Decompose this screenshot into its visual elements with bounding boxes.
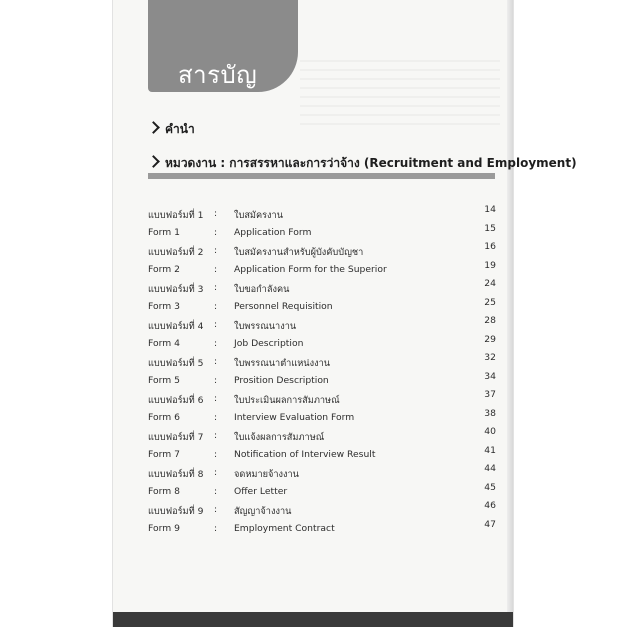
page-edge [507,0,513,627]
toc-row [148,481,496,505]
book-bottom-edge [113,612,513,627]
section-intro-label: คำนำ [165,122,195,136]
toc-form-label: แบบฟอร์มที่ 1 [148,210,204,221]
toc-colon: : [214,485,218,497]
section-intro [148,120,195,139]
toc-colon: : [214,319,218,330]
toc-title: ใบแจ้งผลการสัมภาษณ์ [234,432,325,443]
toc-colon: : [214,263,218,275]
section-chapter [148,154,577,173]
toc-row [148,315,496,338]
toc-form-label: แบบฟอร์มที่ 7 [148,432,204,443]
toc-page-number: 34 [484,370,496,382]
toc-title: Interview Evaluation Form [234,411,355,423]
toc-row [148,296,496,320]
toc-page-number: 24 [484,278,496,289]
toc-title: Application Form [234,226,312,238]
toc-form-label: Form 9 [148,522,180,534]
toc-row [148,370,496,394]
toc-colon: : [214,393,218,404]
chevron-right-icon [147,155,160,168]
toc-colon: : [214,337,218,349]
toc-colon: : [214,282,218,293]
toc-row [148,389,496,412]
chevron-right-icon [147,121,160,134]
section-chapter-label: หมวดงาน : การสรรหาและการว่าจ้าง (Recruitment and Employment) [165,156,577,170]
toc-page-number: 32 [484,352,496,363]
toc-row [148,500,496,523]
toc-form-label: Form 7 [148,448,180,460]
toc-page-number: 16 [484,241,496,252]
toc-page-number: 14 [484,204,496,215]
toc-title: ใบพรรณนาตำแหน่งงาน [234,358,331,369]
toc-page-number: 44 [484,463,496,474]
page-title: สารบัญ [178,61,258,89]
toc-colon: : [214,522,218,534]
toc-page-number: 28 [484,315,496,326]
toc-title: Job Description [234,337,304,349]
toc-row [148,222,496,246]
toc-title: Offer Letter [234,485,288,497]
toc-form-label: Form 6 [148,411,180,423]
section-divider [148,173,495,179]
toc-form-label: แบบฟอร์มที่ 8 [148,469,204,480]
toc-form-label: Form 8 [148,485,180,497]
toc-page-number: 46 [484,500,496,511]
toc-row [148,259,496,283]
toc-list [148,204,496,541]
toc-row [148,278,496,301]
toc-page-number: 19 [484,259,496,271]
toc-title: ใบพรรณนางาน [234,321,297,332]
toc-colon: : [214,356,218,367]
toc-form-label: Form 3 [148,300,180,312]
toc-row [148,352,496,375]
toc-colon: : [214,245,218,256]
toc-colon: : [214,226,218,238]
toc-page-number: 37 [484,389,496,400]
toc-page-number: 38 [484,407,496,419]
toc-form-label: แบบฟอร์มที่ 3 [148,284,204,295]
toc-form-label: Form 5 [148,374,180,386]
toc-row [148,518,496,542]
toc-colon: : [214,430,218,441]
toc-title: จดหมายจ้างงาน [234,469,299,480]
toc-title: Prosition Description [234,374,329,386]
toc-page-number: 45 [484,481,496,493]
toc-title: Personnel Requisition [234,300,333,312]
toc-colon: : [214,448,218,460]
toc-colon: : [214,374,218,386]
toc-row [148,426,496,449]
toc-form-label: แบบฟอร์มที่ 4 [148,321,204,332]
toc-title: Notification of Interview Result [234,448,376,460]
toc-page-number: 47 [484,518,496,530]
toc-form-label: แบบฟอร์มที่ 9 [148,506,204,517]
toc-page-number: 15 [484,222,496,234]
toc-title: Employment Contract [234,522,335,534]
toc-page-number: 40 [484,426,496,437]
toc-form-label: แบบฟอร์มที่ 5 [148,358,204,369]
toc-row [148,463,496,486]
show-through-text [300,60,500,130]
toc-page-number: 41 [484,444,496,456]
toc-row [148,204,496,227]
toc-title: ใบประเมินผลการสัมภาษณ์ [234,395,340,406]
toc-colon: : [214,300,218,312]
toc-form-label: Form 4 [148,337,180,349]
toc-title: ใบสมัครงานสำหรับผู้บังคับบัญชา [234,247,364,258]
toc-colon: : [214,208,218,219]
toc-page-number: 25 [484,296,496,308]
toc-row [148,407,496,431]
toc-form-label: แบบฟอร์มที่ 2 [148,247,204,258]
toc-title: Application Form for the Superior [234,263,387,275]
toc-form-label: แบบฟอร์มที่ 6 [148,395,204,406]
toc-title: ใบขอกำลังคน [234,284,290,295]
toc-form-label: Form 1 [148,226,180,238]
toc-colon: : [214,504,218,515]
toc-title: สัญญาจ้างงาน [234,506,292,517]
toc-colon: : [214,411,218,423]
toc-row [148,444,496,468]
toc-form-label: Form 2 [148,263,180,275]
toc-row [148,333,496,357]
toc-colon: : [214,467,218,478]
toc-title: ใบสมัครงาน [234,210,283,221]
toc-row [148,241,496,264]
toc-page-number: 29 [484,333,496,345]
